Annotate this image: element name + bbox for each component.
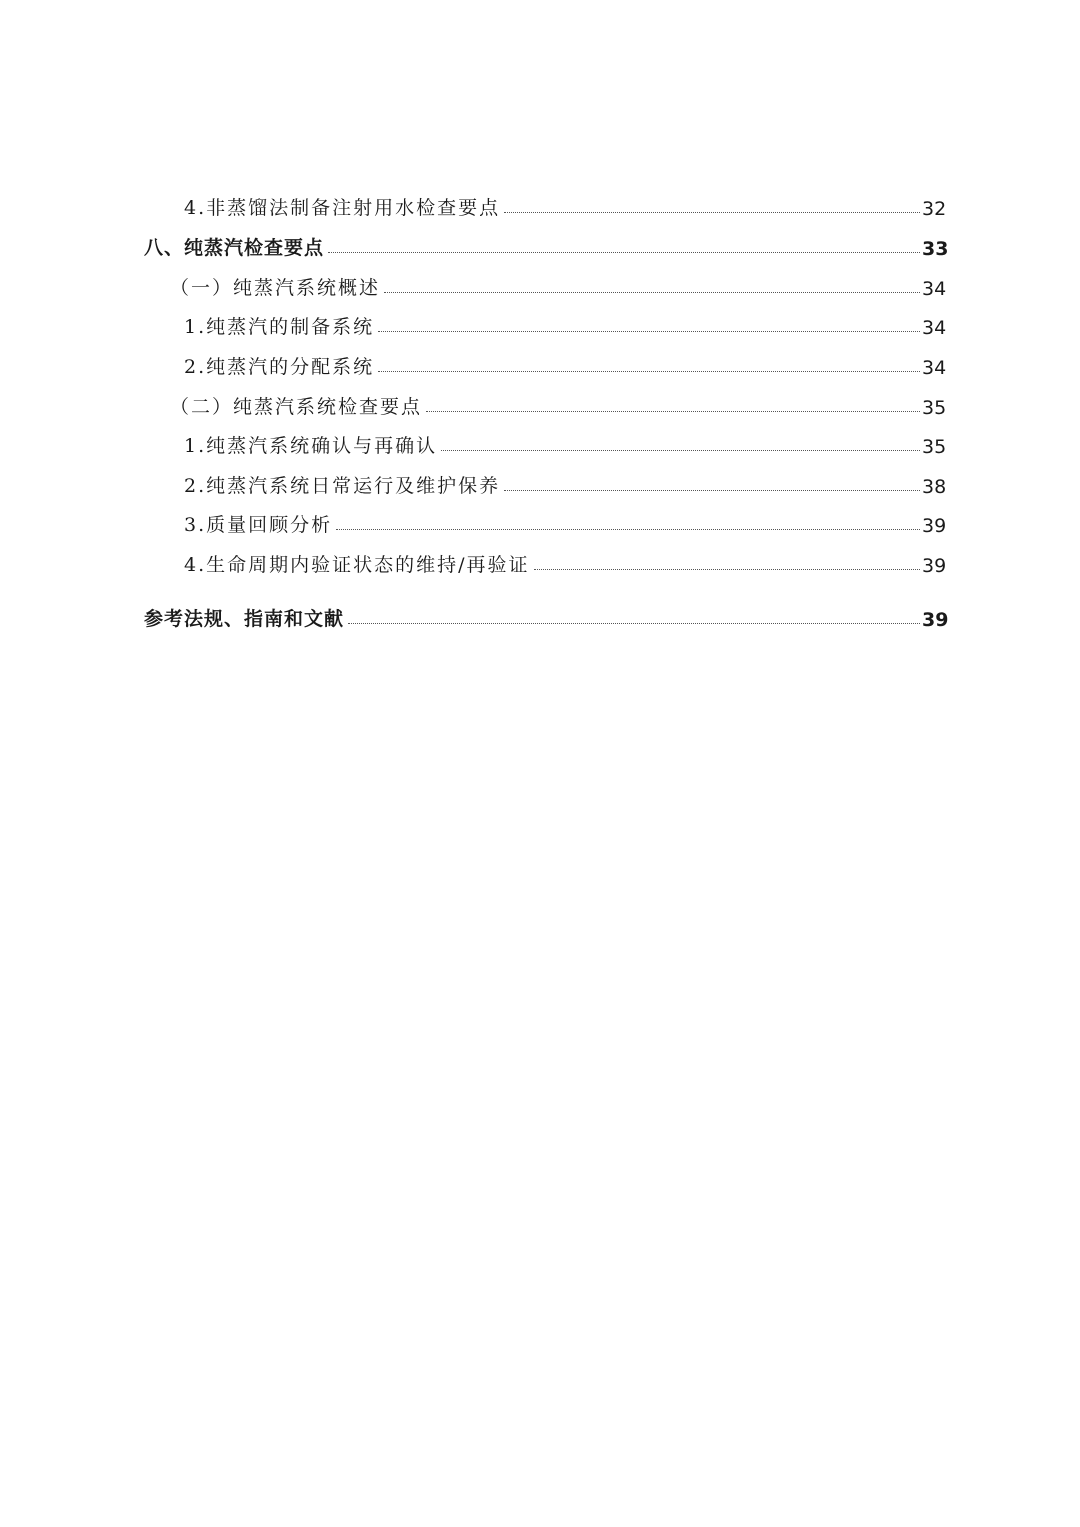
toc-entry-qualification-requalification[interactable]	[0, 426, 1080, 458]
toc-entry-section-8-pure-steam[interactable]	[0, 228, 1080, 260]
toc-entry-label: 1.纯蒸汽的制备系统	[184, 316, 375, 338]
toc-entry-label: 2.纯蒸汽的分配系统	[184, 356, 375, 378]
toc-dot-leader	[534, 569, 920, 570]
toc-entry-label: （二）纯蒸汽系统检查要点	[170, 396, 423, 418]
toc-dot-leader	[504, 490, 920, 491]
toc-entry-label: 3.质量回顾分析	[184, 514, 333, 536]
toc-entry-label: 2.纯蒸汽系统日常运行及维护保养	[184, 475, 501, 497]
toc-entry-pure-steam-distribution[interactable]	[0, 347, 1080, 379]
toc-page-number: 39	[922, 609, 949, 631]
toc-dot-leader	[384, 292, 920, 293]
toc-entry-label: （一）纯蒸汽系统概述	[170, 277, 381, 299]
toc-entry-lifecycle-validation[interactable]	[0, 545, 1080, 577]
toc-page-number: 32	[922, 198, 947, 220]
toc-entry-pure-steam-inspection-points[interactable]	[0, 387, 1080, 419]
toc-page-number: 33	[922, 238, 949, 260]
toc-dot-leader	[378, 371, 920, 372]
toc-dot-leader	[441, 450, 920, 451]
toc-page-number: 35	[922, 397, 947, 419]
toc-entry-label: 1.纯蒸汽系统确认与再确认	[184, 435, 438, 457]
toc-dot-leader	[328, 252, 920, 253]
toc-entry-pure-steam-generation[interactable]	[0, 307, 1080, 339]
toc-entry-label: 4.生命周期内验证状态的维持/再验证	[184, 554, 530, 576]
toc-dot-leader	[336, 529, 920, 530]
toc-page-number: 34	[922, 278, 947, 300]
toc-dot-leader	[348, 623, 920, 624]
toc-entry-references[interactable]	[0, 599, 1080, 631]
toc-page-number: 39	[922, 555, 947, 577]
toc-page-number: 34	[922, 357, 947, 379]
toc-entry-label: 4.非蒸馏法制备注射用水检查要点	[184, 197, 501, 219]
toc-page-number: 39	[922, 515, 947, 537]
toc-entry-4-non-distillation-wfi[interactable]	[0, 188, 1080, 220]
toc-entry-daily-operation-maintenance[interactable]	[0, 466, 1080, 498]
toc-entry-label: 参考法规、指南和文献	[144, 608, 345, 630]
toc-dot-leader	[504, 212, 920, 213]
toc-entry-quality-review[interactable]	[0, 505, 1080, 537]
toc-dot-leader	[426, 411, 920, 412]
toc-entry-pure-steam-overview[interactable]	[0, 268, 1080, 300]
toc-page-number: 38	[922, 476, 947, 498]
toc-dot-leader	[378, 331, 920, 332]
toc-page-number: 34	[922, 317, 947, 339]
toc-entry-label: 八、纯蒸汽检查要点	[144, 237, 325, 259]
toc-page-number: 35	[922, 436, 947, 458]
